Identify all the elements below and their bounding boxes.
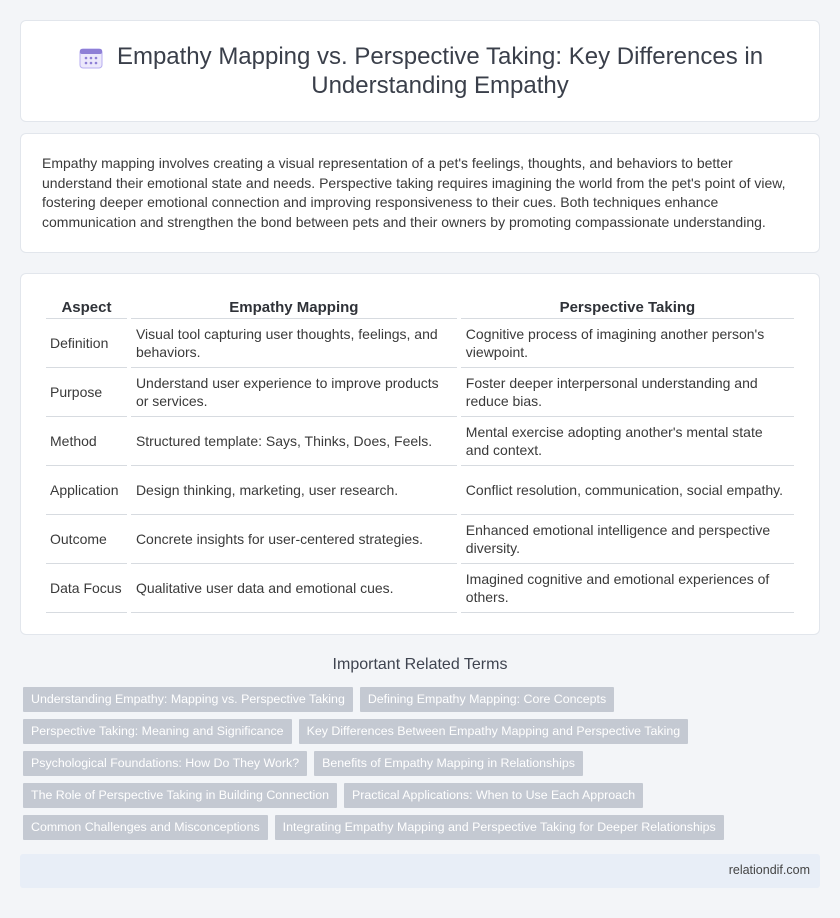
related-term-link[interactable]: Perspective Taking: Meaning and Significance <box>23 719 292 744</box>
row-perspective-taking: Conflict resolution, communication, social empathy. <box>461 466 794 515</box>
row-empathy-mapping: Concrete insights for user-centered strategies. <box>131 515 457 564</box>
row-aspect: Method <box>46 417 127 466</box>
intro-card <box>20 133 820 253</box>
row-perspective-taking: Mental exercise adopting another's mental state and context. <box>461 417 794 466</box>
row-aspect: Application <box>46 466 127 515</box>
related-term-link[interactable]: Understanding Empathy: Mapping vs. Perspective Taking <box>23 687 353 712</box>
footer-site-name[interactable]: relationdif.com <box>728 863 810 877</box>
related-term-link[interactable]: Psychological Foundations: How Do They Work? <box>23 751 307 776</box>
table-row <box>46 417 794 466</box>
row-perspective-taking: Enhanced emotional intelligence and perspective diversity. <box>461 515 794 564</box>
row-empathy-mapping: Design thinking, marketing, user research. <box>131 466 457 515</box>
row-empathy-mapping: Qualitative user data and emotional cues. <box>131 564 457 613</box>
table-header-row <box>46 296 794 319</box>
related-term-link[interactable]: Benefits of Empathy Mapping in Relationships <box>314 751 583 776</box>
row-aspect: Outcome <box>46 515 127 564</box>
footer <box>20 854 820 888</box>
row-perspective-taking: Cognitive process of imagining another person's viewpoint. <box>461 319 794 368</box>
comparison-table <box>42 296 798 613</box>
related-term-link[interactable]: Practical Applications: When to Use Each Approach <box>344 783 643 808</box>
table-row <box>46 564 794 613</box>
row-empathy-mapping: Structured template: Says, Thinks, Does, Feels. <box>131 417 457 466</box>
related-term-link[interactable]: Common Challenges and Misconceptions <box>23 815 268 840</box>
related-term-link[interactable]: Integrating Empathy Mapping and Perspective Taking for Deeper Relationships <box>275 815 724 840</box>
header-card <box>20 20 820 122</box>
related-term-link[interactable]: Key Differences Between Empathy Mapping and Perspective Taking <box>299 719 689 744</box>
page-title: Empathy Mapping vs. Perspective Taking: Key Differences in Understanding Empathy <box>116 43 764 99</box>
table-row <box>46 368 794 417</box>
header-aspect: Aspect <box>46 296 127 319</box>
related-term-link[interactable]: Defining Empathy Mapping: Core Concepts <box>360 687 614 712</box>
row-aspect: Data Focus <box>46 564 127 613</box>
row-empathy-mapping: Understand user experience to improve products or services. <box>131 368 457 417</box>
row-perspective-taking: Foster deeper interpersonal understanding and reduce bias. <box>461 368 794 417</box>
related-terms-list <box>23 687 743 847</box>
row-empathy-mapping: Visual tool capturing user thoughts, feelings, and behaviors. <box>131 319 457 368</box>
header-empathy-mapping: Empathy Mapping <box>131 296 457 319</box>
table-row <box>46 319 794 368</box>
header-perspective-taking: Perspective Taking <box>461 296 794 319</box>
related-term-link[interactable]: The Role of Perspective Taking in Building Connection <box>23 783 337 808</box>
row-perspective-taking: Imagined cognitive and emotional experiences of others. <box>461 564 794 613</box>
row-aspect: Definition <box>46 319 127 368</box>
row-aspect: Purpose <box>46 368 127 417</box>
table-row <box>46 466 794 515</box>
related-terms-title: Important Related Terms <box>332 656 508 673</box>
table-row <box>46 515 794 564</box>
comparison-card <box>20 273 820 635</box>
intro-paragraph: Empathy mapping involves creating a visual representation of a pet's feelings, thoughts, and behaviors to better understand their emotional state and needs. Perspective taking requires imagining the world from the pet's point of view, fostering deeper emotional connection and improving responsiveness to their cues. Both techniques enhance communication and strengthen the bond between pets and their owners by promoting compassionate understanding. <box>42 155 786 230</box>
